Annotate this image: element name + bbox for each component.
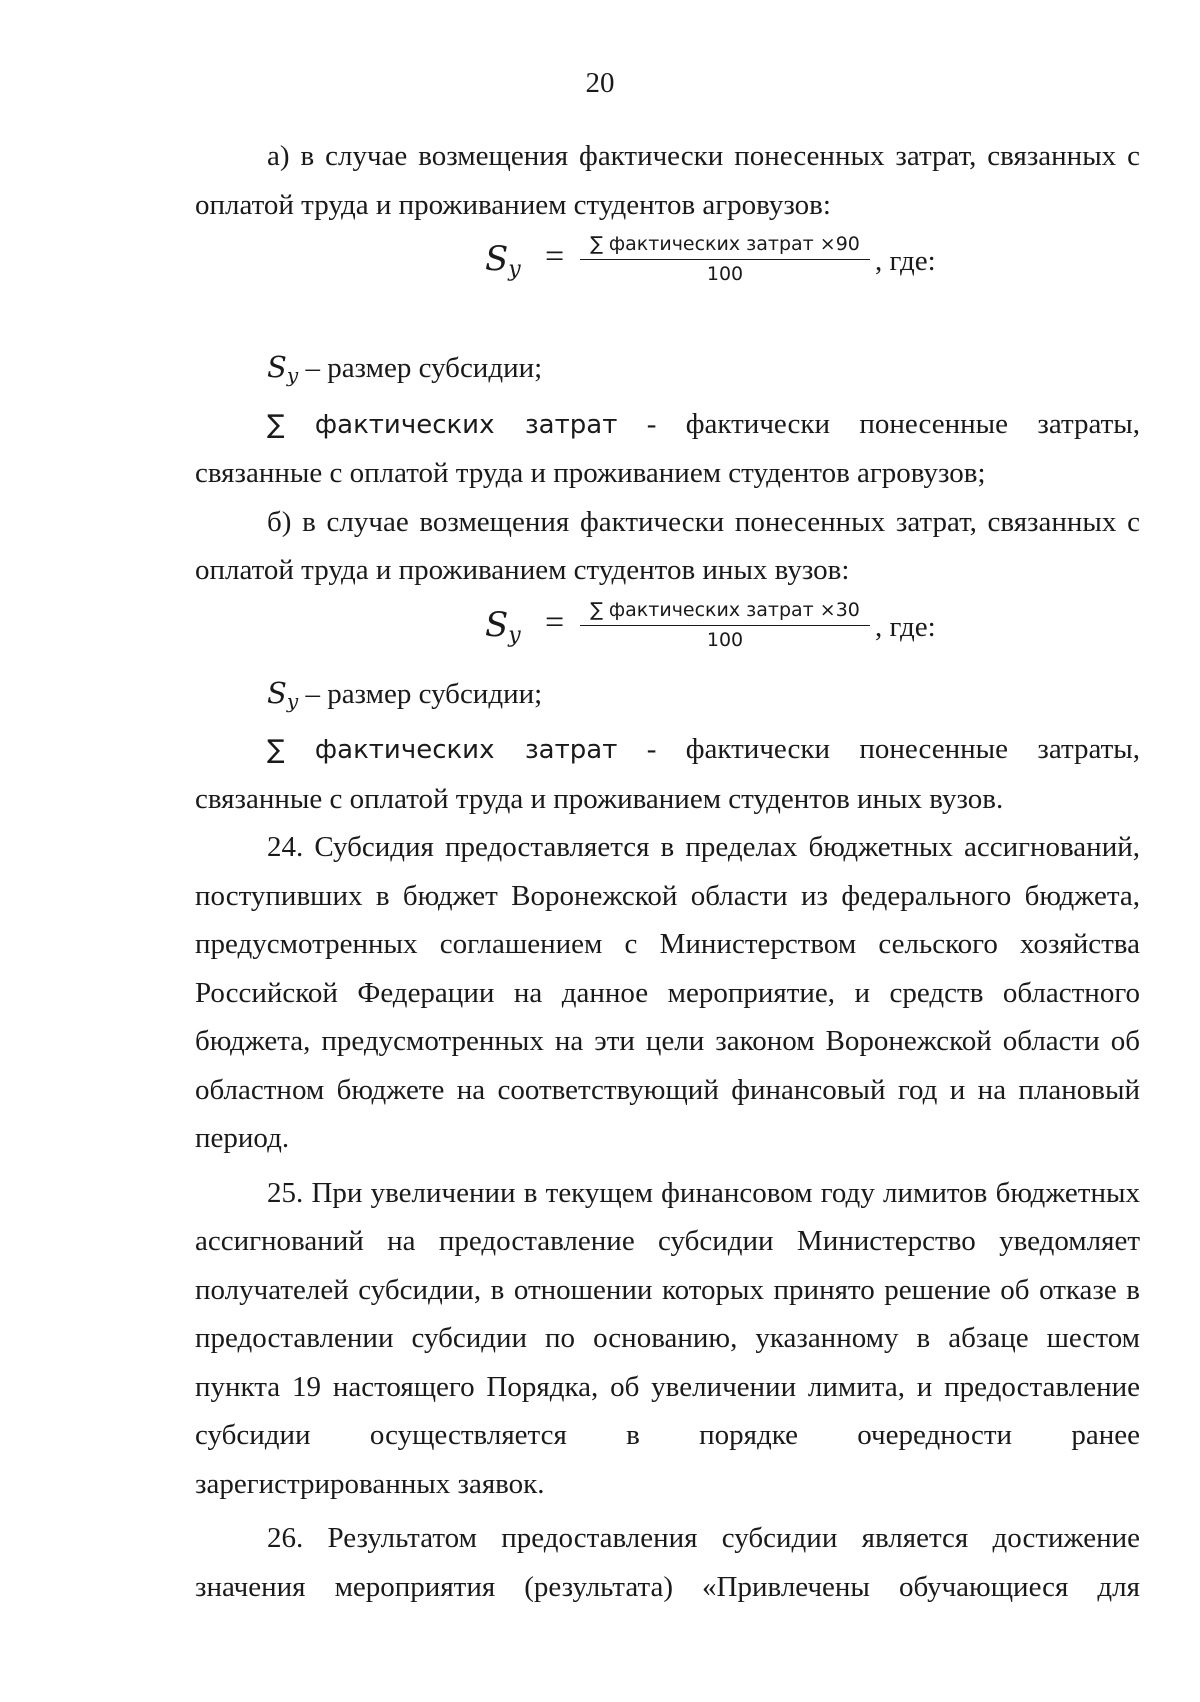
formula-a-def-sy-text: – размер субсидии; bbox=[298, 352, 543, 384]
formula-b-denominator: 100 bbox=[706, 628, 744, 651]
paragraph-25: 25. При увеличении в текущем финансовом году лимитов бюджетных ассигнований на предоставление субсидии Министерство уведомляет получателей субсидии, в отношении которых принято решение об отказе в предоставлении субсидии по основанию, указанному в абзаце шестом пункта 19 настоящего Порядка, об увеличении лимита, и предоставление субсидии осуществляется в порядке очередности ранее зарегистрированных заявок. bbox=[195, 1176, 1140, 1500]
formula-b-lhs-symbol: S bbox=[485, 604, 509, 645]
formula-a-def-sy-letter: S bbox=[267, 350, 287, 384]
formula-a bbox=[195, 235, 1140, 295]
formula-b-def-sum-term: фактических затрат bbox=[284, 735, 618, 765]
formula-a-lhs-symbol: S bbox=[485, 239, 509, 279]
formula-a-denominator: 100 bbox=[706, 263, 744, 285]
formula-b-def-sum bbox=[195, 725, 1140, 823]
formula-b-lhs bbox=[485, 605, 521, 656]
paragraph-24: 24. Субсидия предоставляется в пределах бюджетных ассигнований, поступивших в бюджет Воронежской области из федерального бюджета, предусмотренных соглашением с Министерством сельского хозяйства Российской Федерации на данное мероприятие, и средств областного бюджета, предусмотренных на эти цели законом Воронежской области об областном бюджете на соответствующий финансовый год и на плановый период. bbox=[195, 831, 1140, 1154]
formula-a-def-sy bbox=[195, 343, 1140, 400]
formula-a-def-sum-symbol: ∑ bbox=[267, 409, 285, 440]
formula-a-def-sy-sub: y bbox=[286, 363, 299, 387]
formula-b-fraction bbox=[580, 597, 870, 654]
formula-a-intro: а) в случае возмещения фактически понесенных затрат, связанных с оплатой труда и проживанием студентов агровузов: bbox=[195, 140, 1140, 221]
formula-a-tail: , где: bbox=[875, 245, 936, 277]
formula-a-def-sum-term: фактических затрат bbox=[284, 409, 618, 440]
paragraph-26: 26. Результатом предоставления субсидии является достижение значения мероприятия (результата) «Привлечены обучающиеся для bbox=[195, 1522, 1140, 1603]
formula-b-numerator: ∑ фактических затрат ×30 bbox=[580, 597, 870, 626]
formula-b-def-sy-letter: S bbox=[267, 675, 287, 710]
document-body bbox=[195, 132, 1140, 1611]
formula-b-def-sy-symbol bbox=[267, 675, 299, 713]
formula-a-fraction bbox=[580, 231, 870, 288]
formula-b-def-sy-text: – размер субсидии; bbox=[298, 677, 543, 710]
formula-b-intro: б) в случае возмещения фактически понесенных затрат, связанных с оплатой труда и проживанием студентов иных вузов: bbox=[195, 505, 1140, 586]
formula-b-def-sy-sub: y bbox=[286, 688, 299, 713]
formula-b-tail: , где: bbox=[875, 610, 936, 643]
formula-a-numerator: ∑ фактических затрат ×90 bbox=[580, 231, 870, 260]
formula-b-equals: = bbox=[545, 603, 565, 641]
formula-b bbox=[195, 598, 1140, 661]
formula-b-def-sum-text: - фактически понесенные затраты, связанные с оплатой труда и проживанием студентов иных вузов. bbox=[195, 733, 1140, 815]
formula-a-lhs-subscript: y bbox=[508, 257, 521, 282]
formula-a-def-sum-text: - фактически понесенные затраты, связанные с оплатой труда и проживанием студентов агровузов; bbox=[195, 407, 1140, 489]
formula-b-lhs-subscript: y bbox=[508, 622, 521, 648]
formula-a-lhs bbox=[485, 239, 521, 290]
formula-b-def-sum-symbol: ∑ bbox=[267, 735, 285, 765]
formula-a-def-sum bbox=[195, 400, 1140, 498]
formula-a-def-sy-symbol bbox=[267, 350, 299, 387]
page-number: 20 bbox=[585, 67, 615, 99]
formula-a-equals: = bbox=[545, 238, 565, 275]
formula-b-def-sy bbox=[195, 669, 1140, 726]
